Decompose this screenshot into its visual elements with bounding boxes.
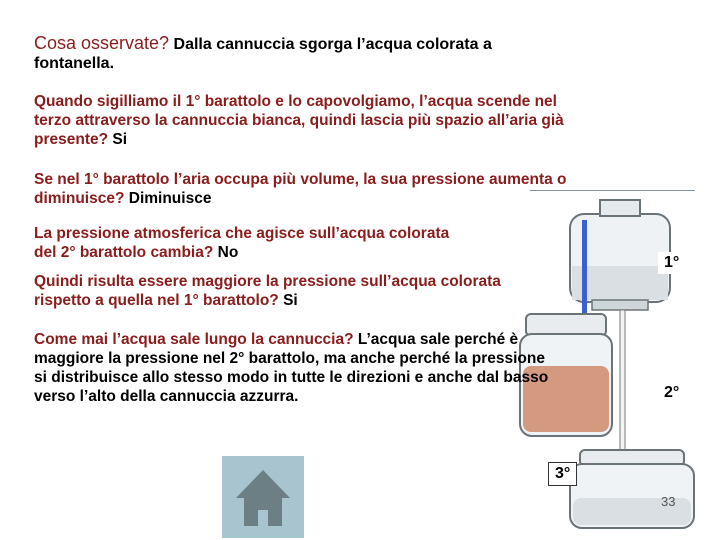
home-button[interactable] [222, 456, 304, 538]
question-5: Quindi risulta essere maggiore la pressione sull’acqua colorata rispetto a quella nel 1° barattolo? [34, 273, 501, 309]
question-6: Come mai l’acqua sale lungo la cannuccia? [34, 331, 354, 348]
answer-4: No [213, 244, 239, 261]
answer-3: Diminuisce [124, 190, 212, 207]
answer-6: L’acqua sale perché è maggiore la pressione nel 2° barattolo, ma anche perché la pressione si distribuisce allo stesso modo in tutte le direzioni e anche dal basso verso l’alto della cannuccia azzurra. [34, 331, 549, 405]
question-1: Cosa osservate? [34, 33, 170, 53]
answer-1: Dalla cannuccia sgorga l’acqua colorata a fontanella. [34, 36, 492, 72]
paragraph-3 [34, 170, 574, 208]
jar-3-bottom [570, 450, 694, 528]
question-2: Quando sigilliamo il 1° barattolo e lo capovolgiamo, l’acqua scende nel terzo attraverso la cannuccia bianca, quindi lascia più spazio all’aria già presente? [34, 93, 564, 148]
question-3: Se nel 1° barattolo l’aria occupa più volume, la sua pressione aumenta o diminuisce? [34, 171, 567, 207]
answer-5: Si [278, 292, 298, 309]
answer-2: Si [108, 131, 128, 148]
paragraph-6 [34, 330, 554, 406]
label-jar-2: 2° [658, 382, 685, 404]
home-icon [222, 456, 304, 538]
page-number: 33 [661, 494, 676, 509]
paragraph-2 [34, 92, 574, 149]
paragraph-4 [34, 224, 464, 262]
paragraph-5 [34, 272, 514, 310]
question-4: La pressione atmosferica che agisce sull’acqua colorata del 2° barattolo cambia? [34, 225, 450, 261]
paragraph-1 [34, 34, 574, 73]
label-jar-3: 3° [548, 462, 577, 486]
label-jar-1: 1° [658, 252, 685, 274]
